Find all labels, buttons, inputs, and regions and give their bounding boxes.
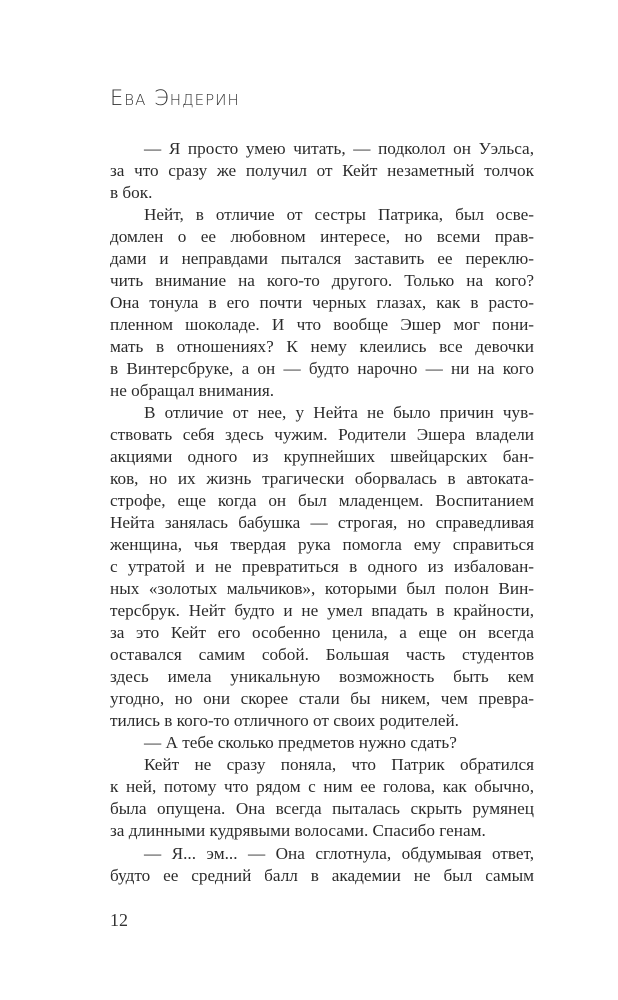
text-line: за длинными кудрявыми волосами. Спасибо генам. bbox=[110, 821, 486, 841]
text-line: — Я просто умею читать, — подколол он Уэльса, bbox=[144, 139, 534, 158]
text-line: ствовать себя здесь чужим. Родители Эшера владели bbox=[110, 425, 534, 445]
text-line: Она тонула в его почти черных глазах, как в расто- bbox=[110, 293, 534, 313]
text-line: — Я... эм... — Она сглотнула, обдумывая ответ, bbox=[144, 843, 534, 863]
text-line: Нейта занялась бабушка — строгая, но справедливая bbox=[110, 513, 534, 533]
text-line: не обращал внимания. bbox=[110, 381, 275, 401]
text-line: была опущена. Она всегда пыталась скрыть румянец bbox=[110, 799, 534, 819]
text-line: в бок. bbox=[110, 183, 153, 203]
text-line: женщина, чья твердая рука помогла ему справиться bbox=[110, 535, 534, 555]
body-text bbox=[110, 138, 534, 887]
text-line: к ней, потому что рядом с ним ее голова, как обычно, bbox=[110, 777, 534, 797]
text-line: Кейт не сразу поняла, что Патрик обратился bbox=[144, 755, 534, 775]
text-line: акциями одного из крупнейших швейцарских бан- bbox=[110, 447, 534, 467]
text-line: терсбрук. Нейт будто и не умел впадать в крайности, bbox=[110, 601, 534, 621]
text-line: ных «золотых мальчиков», которыми был полон Вин- bbox=[110, 579, 534, 599]
text-line: ков, но их жизнь трагически оборвалась в автоката- bbox=[110, 469, 534, 489]
page-number: 12 bbox=[110, 910, 128, 930]
text-line: дами и неправдами пытался заставить ее переклю- bbox=[110, 249, 534, 269]
text-line: Нейт, в отличие от сестры Патрика, был осве- bbox=[144, 205, 534, 225]
text-line: тились в кого-то отличного от своих родителей. bbox=[110, 711, 459, 731]
text-line: будто ее средний балл в академии не был самым bbox=[110, 865, 534, 885]
text-line: в Винтерсбруке, а он — будто нарочно — ни на кого bbox=[110, 359, 534, 379]
text-line: строфе, еще когда он был младенцем. Воспитанием bbox=[110, 491, 534, 511]
text-line: чить внимание на кого-то другого. Только на кого? bbox=[110, 271, 534, 291]
text-line: — А тебе сколько предметов нужно сдать? bbox=[144, 733, 457, 753]
text-line: угодно, но они скорее стали бы никем, чем превра- bbox=[110, 689, 534, 709]
text-line: здесь имела уникальную возможность быть кем bbox=[110, 667, 534, 687]
text-line: мать в отношениях? К нему клеились все девочки bbox=[110, 337, 534, 357]
running-header-author: Ева Эндерин bbox=[110, 86, 240, 110]
text-line: за это Кейт его особенно ценила, а еще он всегда bbox=[110, 623, 534, 643]
text-line: оставался самим собой. Большая часть студентов bbox=[110, 645, 534, 665]
text-line: с утратой и не превратиться в одного из избалован- bbox=[110, 557, 534, 577]
text-line: домлен о ее любовном интересе, но всеми прав- bbox=[110, 227, 534, 247]
text-line: пленном шоколаде. И что вообще Эшер мог пони- bbox=[110, 315, 534, 335]
text-line: за что сразу же получил от Кейт незаметный толчок bbox=[110, 161, 534, 181]
text-line: В отличие от нее, у Нейта не было причин чув- bbox=[144, 403, 534, 423]
